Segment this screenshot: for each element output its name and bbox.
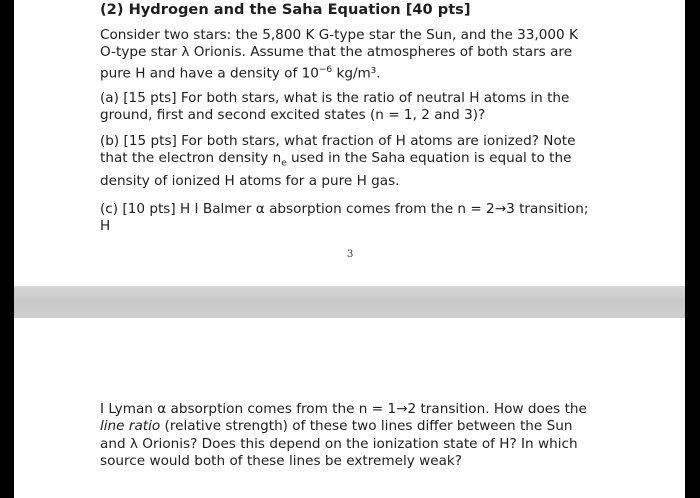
problem-title: (2) Hydrogen and the Saha Equation [40 pts] <box>100 1 471 18</box>
question-a <box>100 90 590 125</box>
electron-density-subscript: e <box>281 159 287 170</box>
density-exponent: −6 <box>318 64 333 75</box>
intro-text: Consider two stars: the 5,800 K G-type star the Sun, and the 33,000 K O-type star λ Orionis. Assume that the atmospheres of both stars are pure H and have a density of 10 <box>100 27 578 82</box>
question-b-text: (b) [15 pts] For both stars, what fraction of H atoms are ionized? Note that the electron density n <box>100 133 576 167</box>
question-a-text: (a) [15 pts] For both stars, what is the ratio of neutral H atoms in the ground, first and second excited states (n = 1, 2 and 3)? <box>100 90 570 124</box>
left-edge <box>0 0 14 498</box>
question-c <box>100 201 590 236</box>
page-number: 3 <box>347 249 354 260</box>
continuation-text-end: (relative strength) of these two lines differ between the Sun and λ Orionis? Does this depend on the ionization state of H? In which source would both of these lines be extremely weak? <box>100 418 578 469</box>
question-b <box>100 133 590 191</box>
right-edge <box>685 0 700 498</box>
question-c-continuation <box>100 401 590 470</box>
page-separator <box>14 286 685 318</box>
question-b-text-end: used in the Saha equation is equal to the density of ionized H atoms for a pure H gas. <box>100 150 572 190</box>
intro-units: kg/m³. <box>332 65 381 82</box>
question-c-text: (c) [10 pts] H I Balmer α absorption comes from the n = 2→3 transition; H <box>100 201 589 235</box>
line-ratio-emphasis: line ratio <box>100 418 161 435</box>
problem-intro <box>100 27 590 82</box>
continuation-text: I Lyman α absorption comes from the n = 1→2 transition. How does the <box>100 401 587 417</box>
